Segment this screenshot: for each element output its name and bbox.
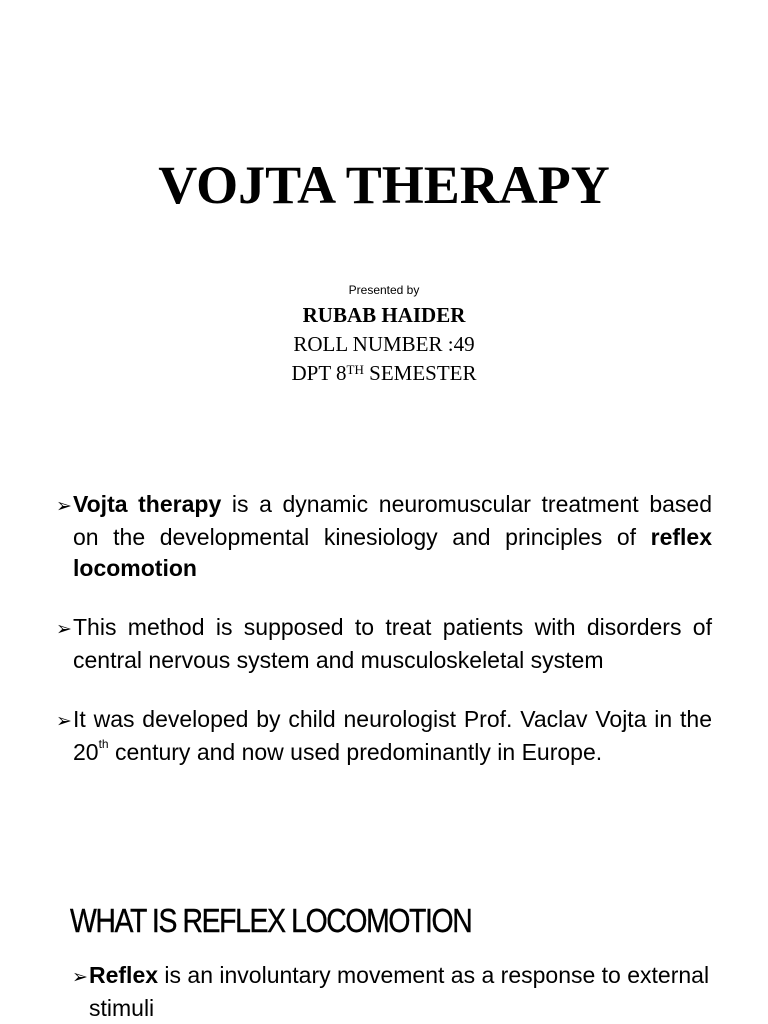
semester-ordinal-suffix: TH [346, 362, 364, 377]
bullet-indication [56, 612, 712, 676]
bullet-bold-term: reflex locomotion [73, 524, 712, 581]
bullet-definition [56, 489, 712, 584]
arrow-bullet-icon: ➢ [56, 619, 72, 640]
section-heading: WHAT IS REFLEX LOCOMOTION [70, 902, 472, 939]
semester-suffix: SEMESTER [363, 361, 477, 385]
bullet-text: This method is supposed to treat patients with disorders of central nervous system and musculoskeletal system [73, 614, 712, 673]
arrow-bullet-icon: ➢ [56, 711, 72, 732]
roll-number: ROLL NUMBER :49 [293, 332, 475, 356]
presentation-title: VOJTA THERAPY [158, 155, 610, 215]
bullet-bold-term: Reflex [89, 962, 159, 988]
title-slide [0, 0, 768, 450]
arrow-bullet-icon: ➢ [56, 496, 72, 517]
arrow-bullet-icon: ➢ [72, 967, 88, 988]
bullet-text: It was developed by child neurologist Prof. Vaclav Vojta in the 20 [73, 706, 712, 765]
bullet-text: is a dynamic neuromuscular treatment based on the developmental kinesiology and principles of [73, 491, 712, 550]
bullet-bold-term: Vojta therapy [73, 491, 222, 517]
bullet-text: century and now used predominantly in Europe. [108, 739, 603, 765]
bullet-history [56, 704, 712, 768]
semester-prefix: DPT 8 [291, 361, 347, 385]
reflex-locomotion-slide [0, 880, 768, 1024]
semester-line [0, 361, 768, 385]
bullet-text: is an involuntary movement as a response to external stimuli [89, 962, 710, 1021]
presenter-name: RUBAB HAIDER [302, 303, 466, 327]
definition-slide [0, 450, 768, 880]
bullet-reflex [72, 960, 712, 1024]
ordinal-suffix: th [98, 737, 109, 751]
presented-by-label: Presented by [348, 283, 420, 297]
